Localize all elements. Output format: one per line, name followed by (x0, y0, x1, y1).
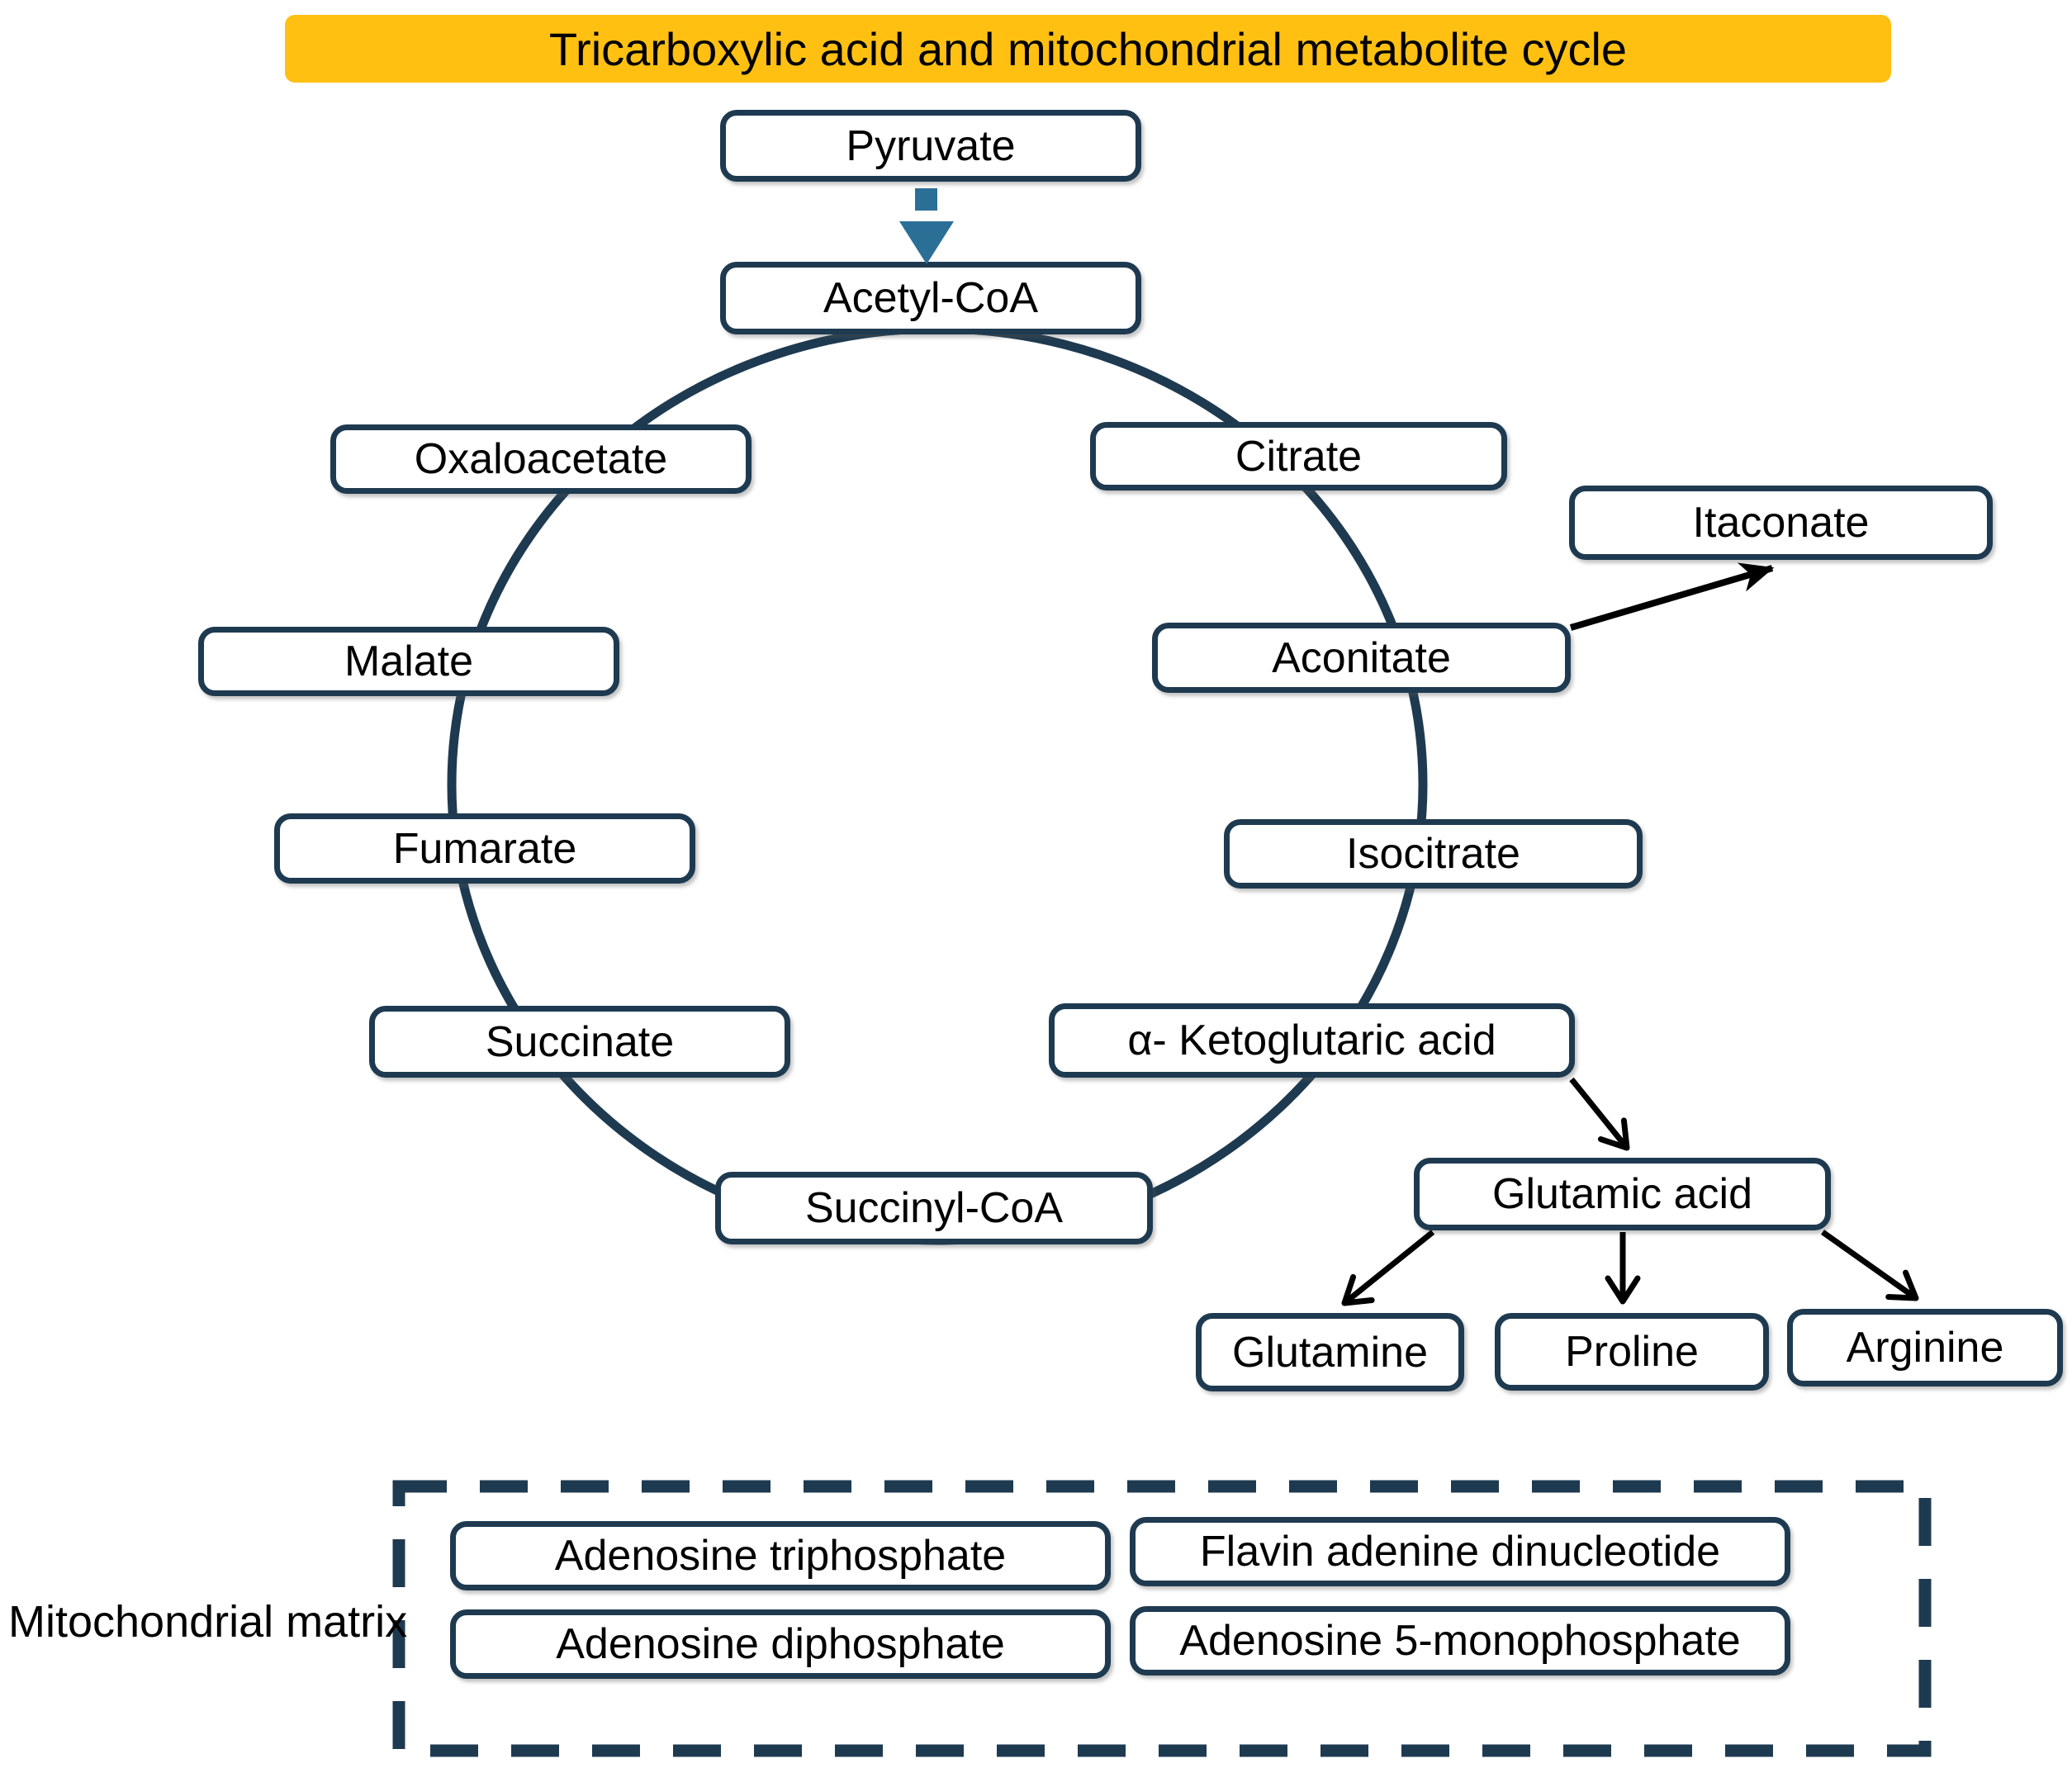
node-itaconate: Itaconate (1569, 486, 1993, 560)
node-acetyl-coa: Acetyl-CoA (720, 262, 1141, 334)
arrow-glutamic-acid-to-arginine-icon (1823, 1232, 1916, 1298)
mitochondrial-matrix-label: Mitochondrial matrix (8, 1597, 408, 1647)
node-adenosine-triphosphate: Adenosine triphosphate (450, 1521, 1111, 1590)
node-fumarate: Fumarate (274, 813, 695, 884)
node-alpha-ketoglutaric-acid: α- Ketoglutaric acid (1049, 1003, 1575, 1078)
arrow-aconitate-to-itaconate-icon (1571, 568, 1772, 628)
node-pyruvate: Pyruvate (720, 110, 1141, 182)
node-succinate: Succinate (369, 1006, 790, 1078)
node-succinyl-coa: Succinyl-CoA (715, 1172, 1153, 1244)
node-aconitate: Aconitate (1152, 623, 1571, 693)
arrow-glutamic-acid-to-glutamine-icon (1344, 1232, 1433, 1303)
node-glutamic-acid: Glutamic acid (1414, 1158, 1831, 1230)
node-citrate: Citrate (1090, 422, 1507, 491)
node-malate: Malate (198, 627, 619, 696)
node-adenosine-diphosphate: Adenosine diphosphate (450, 1609, 1111, 1679)
node-flavin-adenine-dinucleotide: Flavin adenine dinucleotide (1130, 1517, 1790, 1586)
node-oxaloacetate: Oxaloacetate (330, 424, 752, 494)
node-proline: Proline (1495, 1313, 1769, 1391)
arrow-pyruvate-to-acetyl-coa-icon (899, 188, 954, 264)
node-glutamine: Glutamine (1196, 1313, 1464, 1391)
page-title: Tricarboxylic acid and mitochondrial metabolite cycle (285, 15, 1891, 83)
arrow-ketoglutaric-to-glutamic-acid-icon (1572, 1079, 1627, 1148)
node-arginine: Arginine (1787, 1309, 2063, 1386)
node-adenosine-5-monophosphate: Adenosine 5-monophosphate (1130, 1606, 1790, 1676)
node-isocitrate: Isocitrate (1224, 819, 1643, 889)
